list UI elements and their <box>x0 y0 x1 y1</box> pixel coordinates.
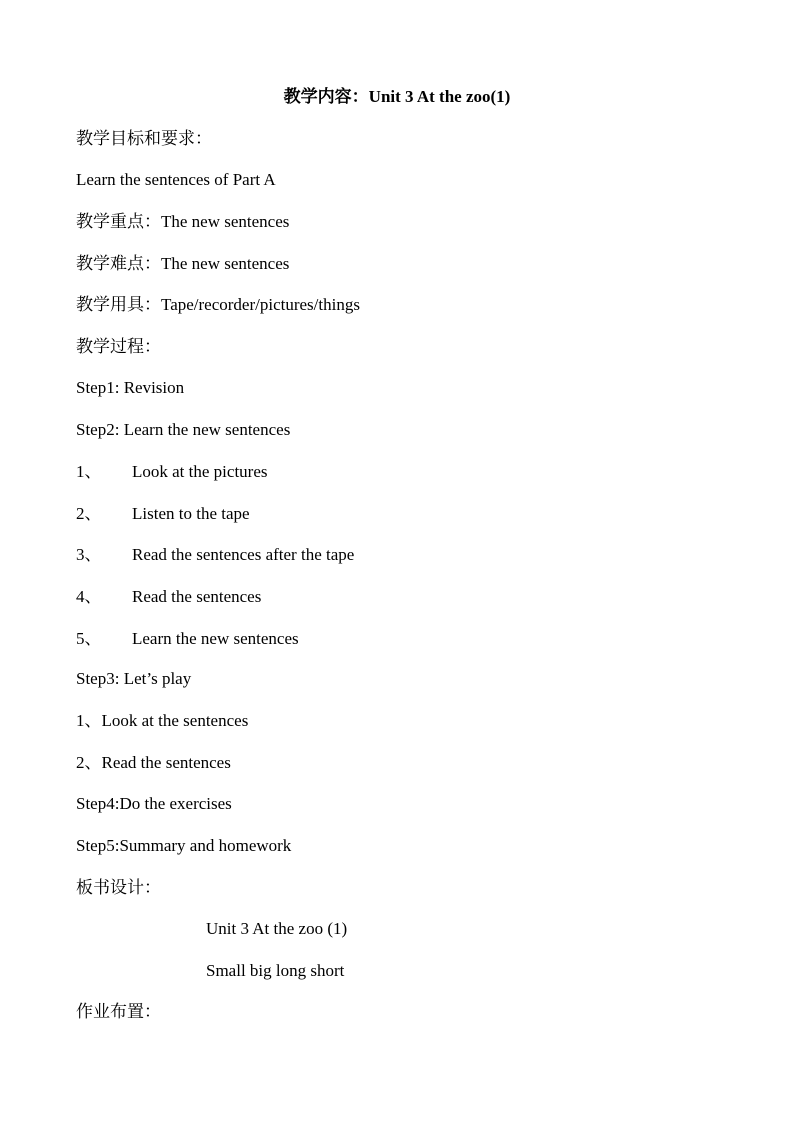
difficult-points: 教学难点：The new sentences <box>76 254 290 273</box>
step5-heading: Step5:Summary and homework <box>76 836 292 855</box>
process-label: 教学过程： <box>76 337 161 356</box>
step2-item-text: Learn the new sentences <box>132 629 299 648</box>
step3-item: 1、Look at the sentences <box>76 711 249 730</box>
step2-item-text: Read the sentences <box>132 587 262 606</box>
step2-heading: Step2: Learn the new sentences <box>76 420 291 439</box>
step4-heading: Step4:Do the exercises <box>76 794 232 813</box>
step2-item-number: 4、 <box>76 587 102 606</box>
step2-item-number: 2、 <box>76 504 102 523</box>
step2-item-text: Read the sentences after the tape <box>132 545 355 564</box>
step3-heading: Step3: Let’s play <box>76 669 192 688</box>
step2-item-text: Listen to the tape <box>132 504 250 523</box>
step2-item <box>76 587 261 607</box>
board-line-title: Unit 3 At the zoo (1) <box>206 919 348 938</box>
step1-heading: Step1: Revision <box>76 378 185 397</box>
step2-item-text: Look at the pictures <box>132 462 268 481</box>
step2-item-number: 5、 <box>76 629 102 648</box>
objective-text: Learn the sentences of Part A <box>76 170 276 189</box>
homework-label: 作业布置： <box>76 1002 161 1021</box>
board-line-words: Small big long short <box>206 961 345 980</box>
step3-item: 2、Read the sentences <box>76 753 231 772</box>
key-points: 教学重点：The new sentences <box>76 212 290 231</box>
step2-item <box>76 545 354 565</box>
step2-item <box>76 504 250 524</box>
teaching-aids: 教学用具：Tape/recorder/pictures/things <box>76 295 360 314</box>
step2-item <box>76 629 299 649</box>
step2-item-number: 3、 <box>76 545 102 564</box>
step2-item-number: 1、 <box>76 462 102 481</box>
step2-item <box>76 462 268 482</box>
board-label: 板书设计： <box>76 878 161 897</box>
objectives-label: 教学目标和要求： <box>76 129 212 148</box>
page-title: 教学内容：Unit 3 At the zoo(1) <box>283 87 511 106</box>
